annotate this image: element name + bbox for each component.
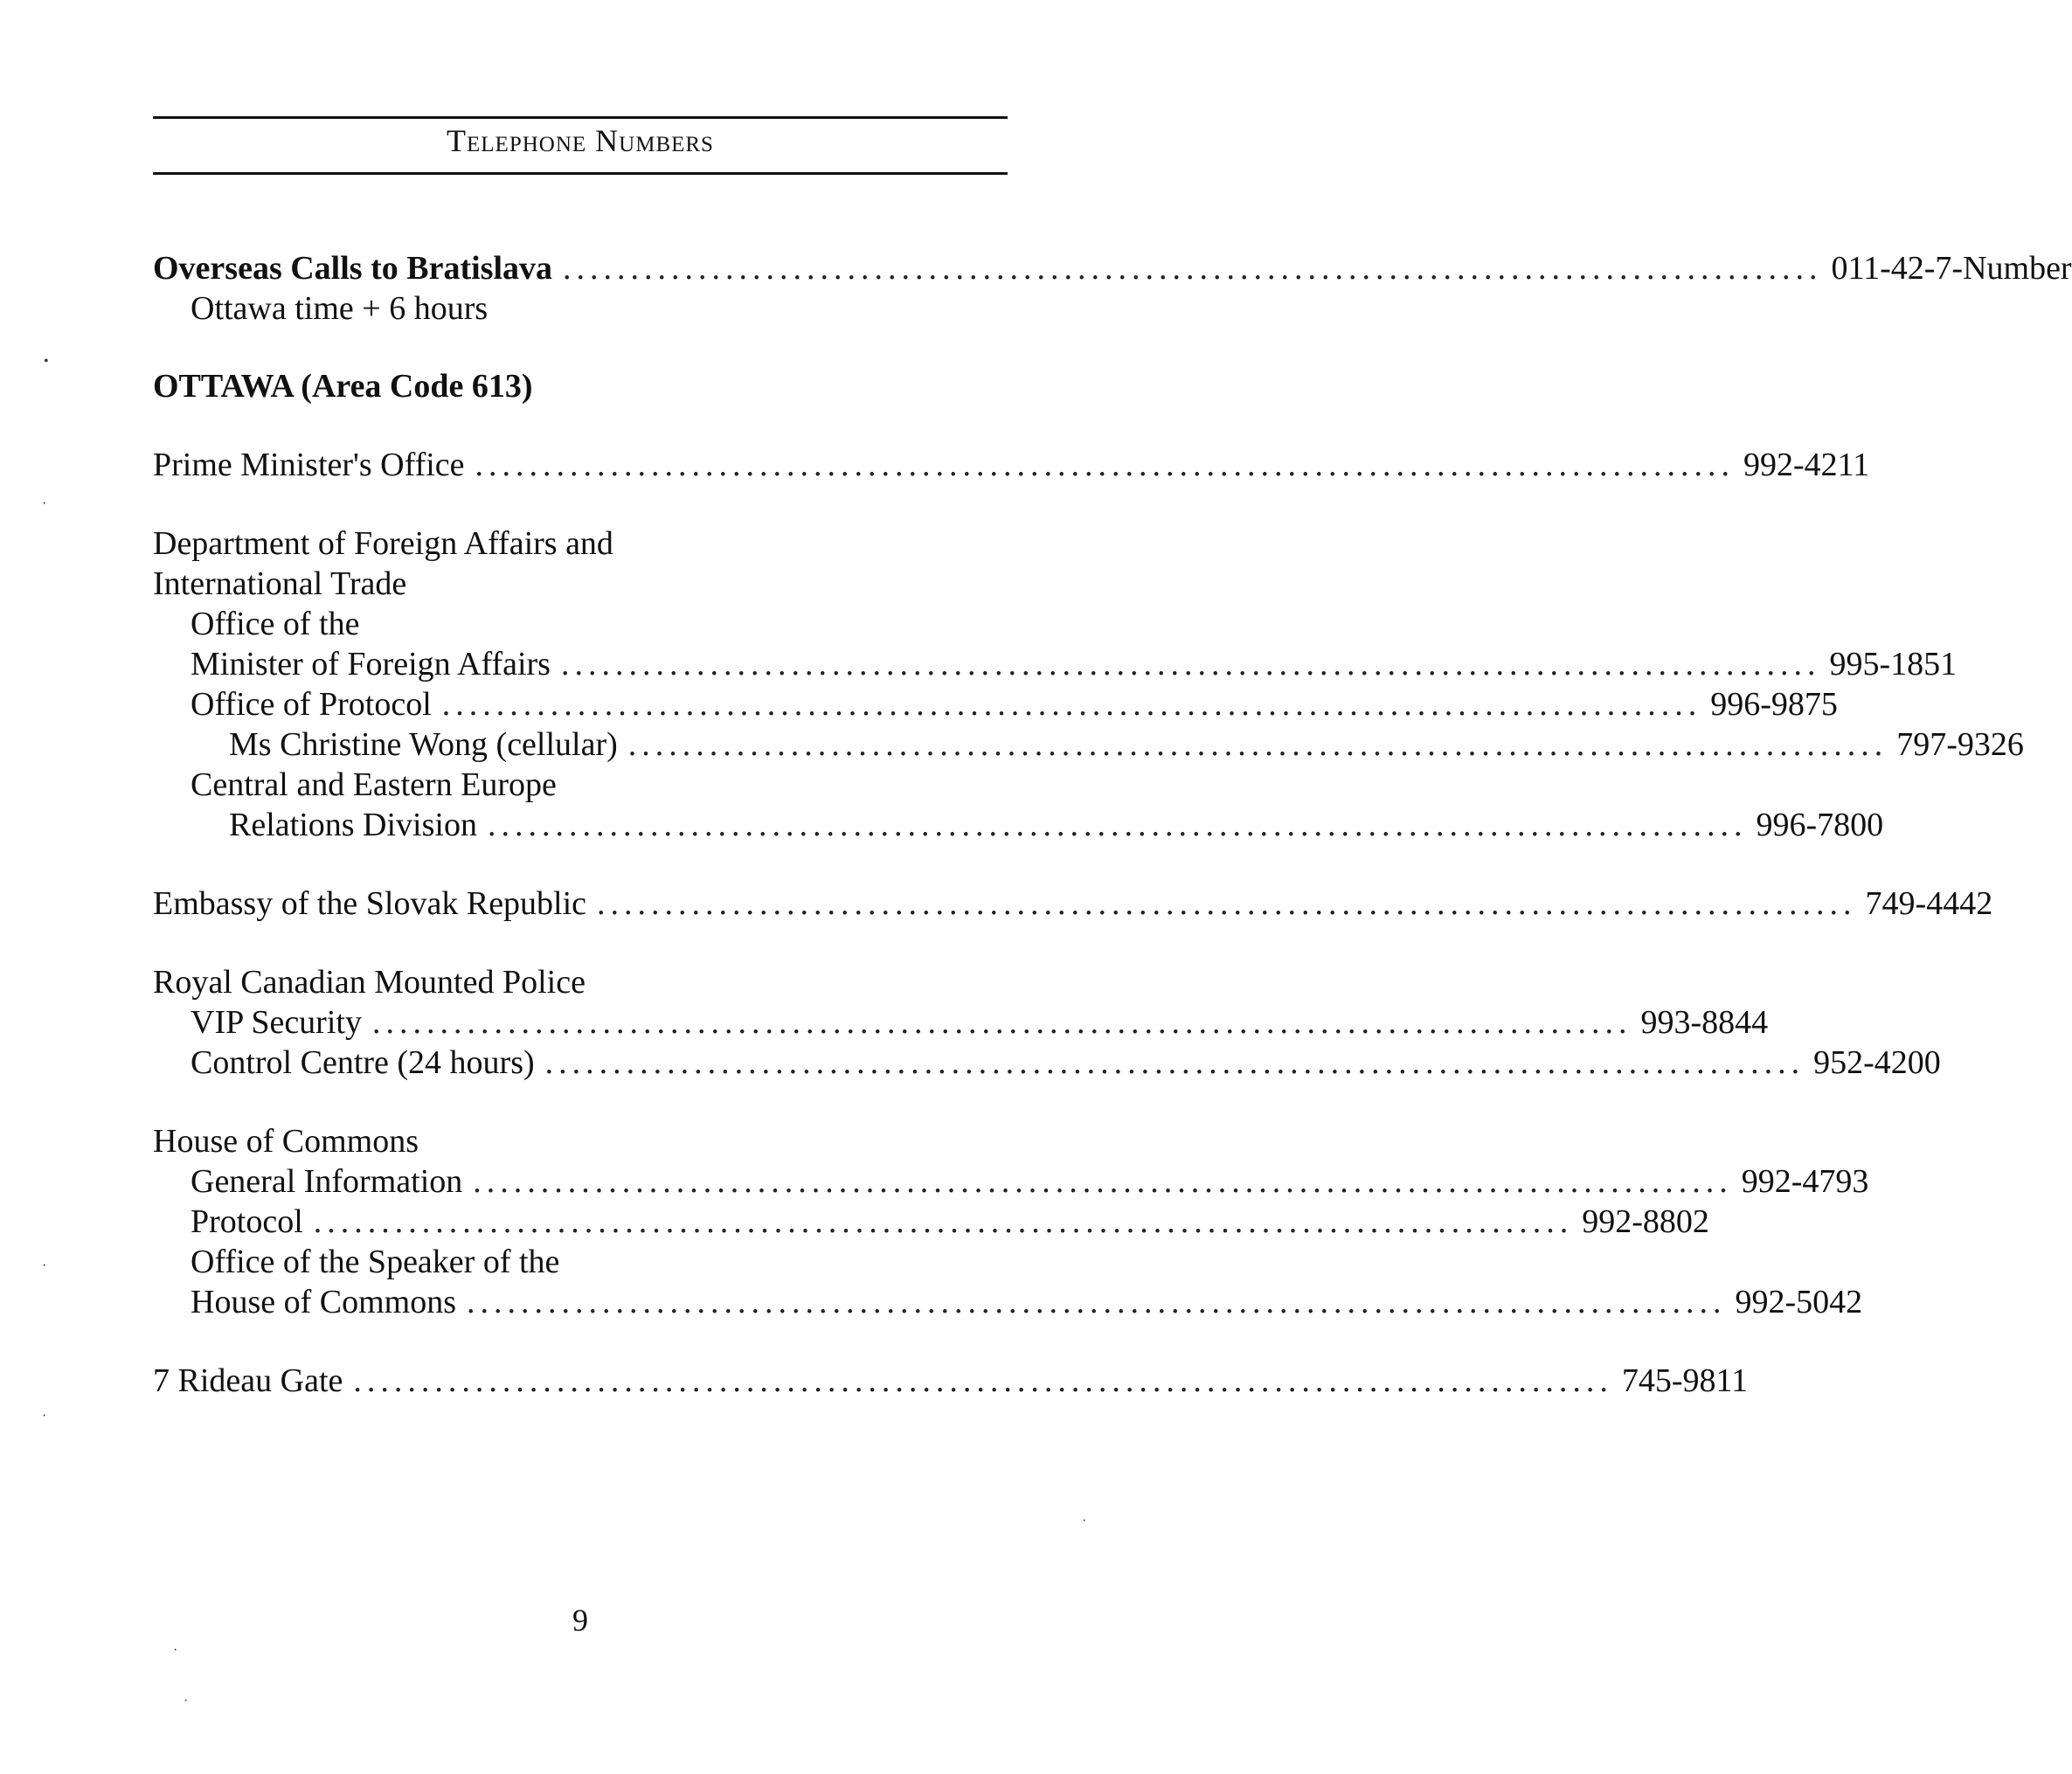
dfait-heading-line1 <box>153 523 1008 564</box>
dot-leader: ............................................................................................. <box>487 807 1748 843</box>
entry-label: Department of Foreign Affairs and <box>153 525 613 562</box>
page-number: 9 <box>572 1603 588 1638</box>
entry-label: Overseas Calls to Bratislava <box>153 250 553 287</box>
scan-speck: · <box>184 1694 189 1708</box>
entry-christine-wong <box>229 724 2024 765</box>
entry-number: 992-5042 <box>1735 1284 1863 1320</box>
entry-number: 996-9875 <box>1710 686 1838 723</box>
entry-number: 992-4793 <box>1741 1163 1869 1200</box>
dot-leader: ............................................................................................. <box>441 686 1702 723</box>
dot-leader: ............................................................................................. <box>544 1044 1805 1081</box>
dot-leader: ............................................................................................. <box>627 726 1888 763</box>
entry-label: Ms Christine Wong (cellular) <box>229 726 618 763</box>
commons-heading <box>153 1121 1008 1161</box>
entry-slovak-embassy <box>153 884 1993 924</box>
page-title: Telephone Numbers <box>447 123 714 158</box>
dot-leader: ............................................................................................. <box>597 885 1857 922</box>
scan-speck: · <box>42 1409 47 1424</box>
entry-minister-foreign-affairs <box>191 644 1958 684</box>
dot-leader: ............................................................................................. <box>313 1203 1574 1240</box>
commons-speaker-line1 <box>191 1242 1008 1282</box>
scan-speck: · <box>42 496 47 511</box>
entry-number: 011-42-7-Number <box>1831 250 2072 287</box>
entry-general-information <box>191 1161 1869 1202</box>
dot-leader: ............................................................................................. <box>475 447 1736 483</box>
entry-vip-security <box>191 1002 1769 1043</box>
scan-speck: · <box>173 1643 178 1658</box>
entry-label: Embassy of the Slovak Republic <box>153 885 587 922</box>
scan-speck: · <box>1082 1514 1087 1528</box>
scan-speck: · <box>42 1258 47 1273</box>
header-top-rule <box>153 116 1008 119</box>
entry-label: Central and Eastern Europe <box>191 766 557 803</box>
entry-number: 992-8802 <box>1582 1203 1709 1240</box>
entry-number: 797-9326 <box>1896 726 2024 763</box>
dot-leader: ............................................................................................. <box>371 1004 1632 1041</box>
entry-number: 996-7800 <box>1756 807 1884 843</box>
dot-leader: ............................................................................................. <box>473 1163 1733 1200</box>
entry-label: Control Centre (24 hours) <box>191 1044 535 1081</box>
entry-label: General Information <box>191 1163 463 1200</box>
entry-label: 7 Rideau Gate <box>153 1362 343 1399</box>
entry-note: Ottawa time + 6 hours <box>191 290 489 327</box>
dfait-heading-line2 <box>153 564 1008 604</box>
header-bottom-rule <box>153 172 1008 175</box>
dfait-cee-line1 <box>191 765 1008 805</box>
section-heading: OTTAWA (Area Code 613) <box>153 368 533 405</box>
dot-leader: ............................................................................................. <box>563 250 1823 287</box>
entry-speaker-office <box>191 1282 1863 1322</box>
entry-label: House of Commons <box>153 1123 419 1160</box>
entry-label: Office of the <box>191 606 360 642</box>
entry-prime-minister-office <box>153 445 1870 485</box>
dot-leader: ............................................................................................. <box>467 1284 1727 1320</box>
rcmp-heading <box>153 962 1008 1002</box>
overseas-time-note <box>191 288 1008 329</box>
entry-label: Royal Canadian Mounted Police <box>153 964 586 1001</box>
entry-label: Minister of Foreign Affairs <box>191 646 551 683</box>
entry-label: Prime Minister's Office <box>153 447 465 483</box>
entry-label: Office of Protocol <box>191 686 432 723</box>
dot-leader: ............................................................................................. <box>353 1362 1613 1399</box>
entry-cee-relations-division <box>229 805 1884 845</box>
entry-rideau-gate <box>153 1361 1749 1401</box>
dot-leader: ............................................................................................. <box>560 646 1821 683</box>
entry-label: Relations Division <box>229 807 477 843</box>
entry-number: 992-4211 <box>1743 447 1870 483</box>
entry-number: 745-9811 <box>1621 1362 1749 1399</box>
entry-label: Office of the Speaker of the <box>191 1244 560 1280</box>
scan-speck: • <box>44 354 49 369</box>
dfait-office-of <box>191 604 1008 644</box>
section-heading-ottawa <box>153 366 1008 406</box>
entry-label: International Trade <box>153 565 407 602</box>
entry-number: 749-4442 <box>1865 885 1993 922</box>
entry-number: 993-8844 <box>1640 1004 1769 1041</box>
entry-office-of-protocol <box>191 684 1838 724</box>
entry-label: House of Commons <box>191 1284 456 1320</box>
entry-number: 952-4200 <box>1813 1044 1941 1081</box>
entry-number: 995-1851 <box>1829 646 1958 683</box>
entry-commons-protocol <box>191 1202 1709 1242</box>
entry-label: VIP Security <box>191 1004 362 1041</box>
entry-label: Protocol <box>191 1203 303 1240</box>
entry-overseas-calls <box>153 248 2072 288</box>
entry-control-centre <box>191 1043 1941 1083</box>
